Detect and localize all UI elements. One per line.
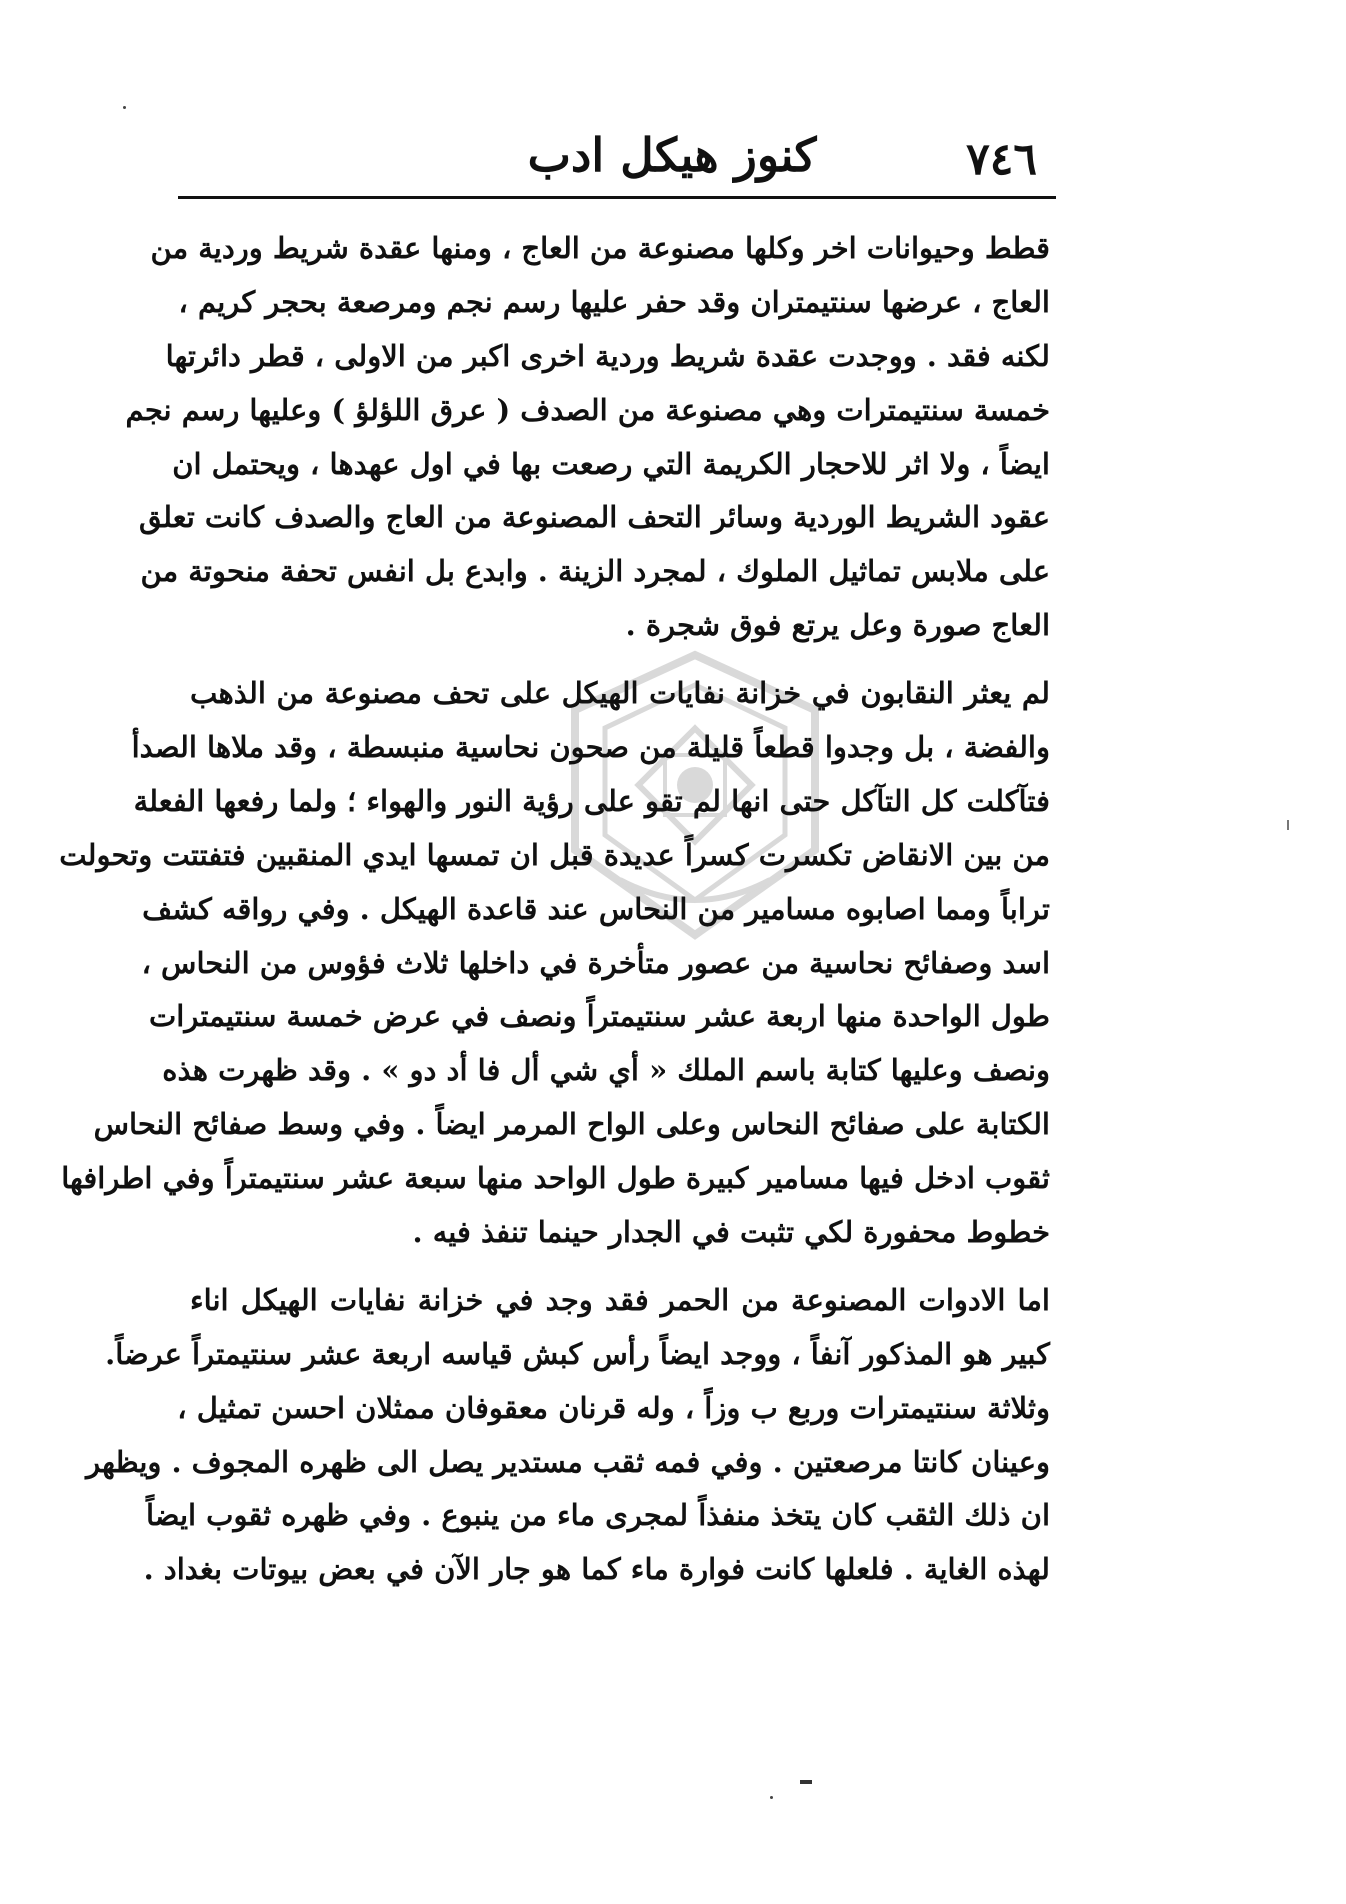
text-line: فتآكلت كل التآكل حتى انها لم تقو على رؤية النور والهواء ؛ ولما رفعها الفعلة: [133, 783, 1050, 818]
text-line: اسد وصفائح نحاسية من عصور متأخرة في داخلها ثلاث فؤوس من النحاس ،: [141, 945, 1050, 980]
text-line: طول الواحدة منها اربعة عشر سنتيمتراً ونصف في عرض خمسة سنتيمترات: [148, 999, 1050, 1034]
scan-speck: [770, 1796, 773, 1799]
text-line: خطوط محفورة لكي تثبت في الجدار حينما تنفذ فيه .: [412, 1215, 1050, 1250]
text-line: كبير هو المذكور آنفاً ، ووجد ايضاً رأس كبش قياسه اربعة عشر سنتيمتراً عرضاً.: [105, 1336, 1050, 1371]
text-line: ايضاً ، ولا اثر للاحجار الكريمة التي رصعت بها في اول عهدها ، ويحتمل ان: [172, 446, 1050, 481]
body-text: [59, 222, 1050, 1597]
text-line: الكتابة على صفائح النحاس وعلى الواح المرمر ايضاً . وفي وسط صفائح النحاس: [93, 1107, 1050, 1142]
text-line: ونصف وعليها كتابة باسم الملك « أي شي أل فا أد دو » . وقد ظهرت هذه: [162, 1053, 1050, 1088]
running-title: كنوز هيكل ادب: [527, 128, 817, 182]
text-line: وعينان كانتا مرصعتين . وفي فمه ثقب مستدير يصل الى ظهره المجوف . ويظهر: [86, 1444, 1050, 1479]
paragraph-2: [59, 667, 1050, 1260]
text-line: لكنه فقد . ووجدت عقدة شريط وردية اخرى اكبر من الاولى ، قطر دائرتها: [165, 338, 1050, 373]
paragraph-1: [125, 222, 1050, 653]
text-line: لهذه الغاية . فلعلها كانت فوارة ماء كما هو جار الآن في بعض بيوتات بغداد .: [143, 1552, 1050, 1587]
scan-speck: [1287, 820, 1289, 830]
text-line: العاج صورة وعل يرتع فوق شجرة .: [625, 608, 1050, 643]
page-header: [192, 128, 1037, 188]
text-line: قطط وحيوانات اخر وكلها مصنوعة من العاج ، ومنها عقدة شريط وردية من: [150, 231, 1050, 265]
text-line: لم يعثر النقابون في خزانة نفايات الهيكل على تحف مصنوعة من الذهب: [190, 676, 1050, 711]
text-line: ان ذلك الثقب كان يتخذ منفذاً لمجرى ماء من ينبوع . وفي ظهره ثقوب ايضاً: [145, 1498, 1050, 1533]
text-line: من بين الانقاض تكسرت كسراً عديدة قبل ان تمسها ايدي المنقبين فتفتتت وتحولت: [59, 837, 1050, 872]
text-line: اما الادوات المصنوعة من الحمر فقد وجد في خزانة نفايات الهيكل اناء: [190, 1282, 1050, 1317]
page-number: ٧٤٦: [966, 134, 1037, 185]
text-line: ثقوب ادخل فيها مسامير كبيرة طول الواحد منها سبعة عشر سنتيمتراً وفي اطرافها: [61, 1161, 1050, 1196]
text-line: العاج ، عرضها سنتيمتران وقد حفر عليها رسم نجم ومرصعة بحجر كريم ،: [178, 284, 1050, 319]
paragraph-3: [86, 1274, 1050, 1597]
text-line: خمسة سنتيمترات وهي مصنوعة من الصدف ( عرق اللؤلؤ ) وعليها رسم نجم: [125, 392, 1050, 427]
header-rule: [178, 196, 1056, 199]
scan-speck: [800, 1780, 812, 1784]
text-line: على ملابس تماثيل الملوك ، لمجرد الزينة . وابدع بل انفس تحفة منحوتة من: [140, 554, 1050, 589]
text-line: وثلاثة سنتيمترات وربع ب وزاً ، وله قرنان معقوفان ممثلان احسن تمثيل ،: [177, 1390, 1050, 1425]
scan-speck: [123, 106, 126, 109]
text-line: والفضة ، بل وجدوا قطعاً قليلة من صحون نحاسية منبسطة ، وقد ملاها الصدأ: [131, 730, 1050, 765]
text-line: عقود الشريط الوردية وسائر التحف المصنوعة من العاج والصدف كانت تعلق: [138, 500, 1050, 535]
text-line: تراباً ومما اصابوه مسامير من النحاس عند قاعدة الهيكل . وفي رواقه كشف: [142, 891, 1050, 926]
